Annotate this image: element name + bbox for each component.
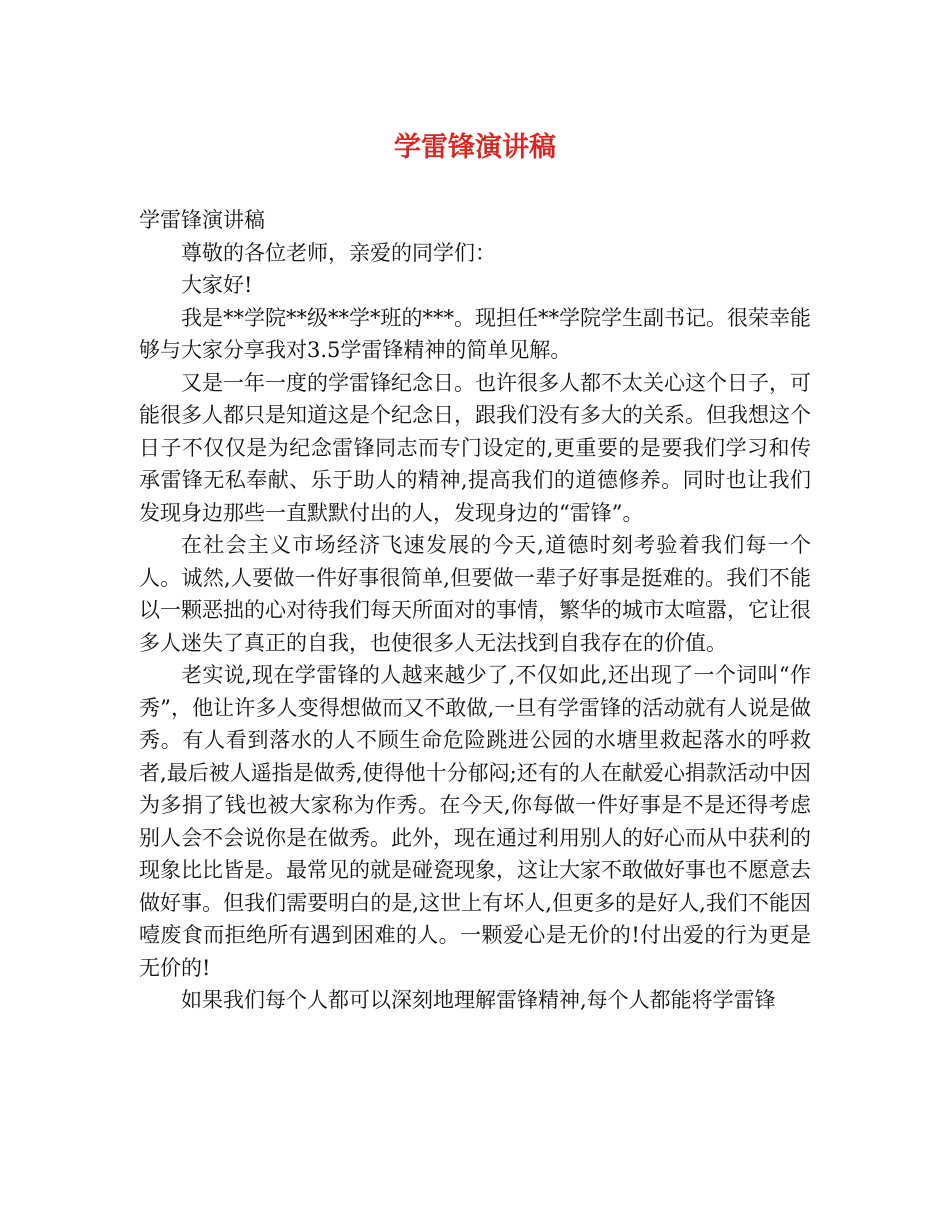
paragraph-society: 在社会主义市场经济飞速发展的今天,道德时刻考验着我们每一个人。诚然,人要做一件好事很简单,但要做一辈子好事是挺难的。我们不能以一颗恶拙的心对待我们每天所面对的事情，繁华的城市太喧嚣，它让很多人迷失了真正的自我，也使很多人无法找到自我存在的价值。 bbox=[139, 533, 811, 655]
paragraph-commemoration: 又是一年一度的学雷锋纪念日。也许很多人都不太关心这个日子，可能很多人都只是知道这是个纪念日，跟我们没有多大的关系。但我想这个日子不仅仅是为纪念雷锋同志而专门设定的,更重要的是要我们学习和传承雷锋无私奉献、乐于助人的精神,提高我们的道德修养。同时也让我们发现身边那些一直默默付出的人，发现身边的“雷锋”。 bbox=[139, 370, 811, 525]
paragraph-greeting: 尊敬的各位老师，亲爱的同学们： bbox=[181, 240, 496, 265]
paragraph-hello: 大家好! bbox=[181, 273, 253, 297]
document-title: 学雷锋演讲稿 bbox=[394, 132, 556, 163]
paragraph-conclusion: 如果我们每个人都可以深刻地理解雷锋精神,每个人都能将学雷锋 bbox=[181, 988, 776, 1012]
document-body bbox=[139, 204, 811, 1017]
document-subtitle: 学雷锋演讲稿 bbox=[139, 208, 265, 232]
paragraph-showing-off: 老实说,现在学雷锋的人越来越少了,不仅如此,还出现了一个词叫“作秀”，他让许多人变得想做而又不敢做,一旦有学雷锋的活动就有人说是做秀。有人看到落水的人不顾生命危险跳进公园的水塘里救起落水的呼救者,最后被人遥指是做秀,使得他十分郁闷;还有的人在献爱心捐款活动中因为多捐了钱也被大家称为作秀。在今天,你每做一件好事是不是还得考虑别人会不会说你是在做秀。此外，现在通过利用别人的好心而从中获利的现象比比皆是。最常见的就是碰瓷现象，这让大家不敢做好事也不愿意去做好事。但我们需要明白的是,这世上有坏人,但更多的是好人,我们不能因噎废食而拒绝所有遇到困难的人。一颗爱心是无价的!付出爱的行为更是无价的! bbox=[139, 663, 811, 980]
paragraph-introduction: 我是**学院**级**学*班的***。现担任**学院学生副书记。很荣幸能够与大家分享我对3.5学雷锋精神的简单见解。 bbox=[139, 305, 811, 362]
